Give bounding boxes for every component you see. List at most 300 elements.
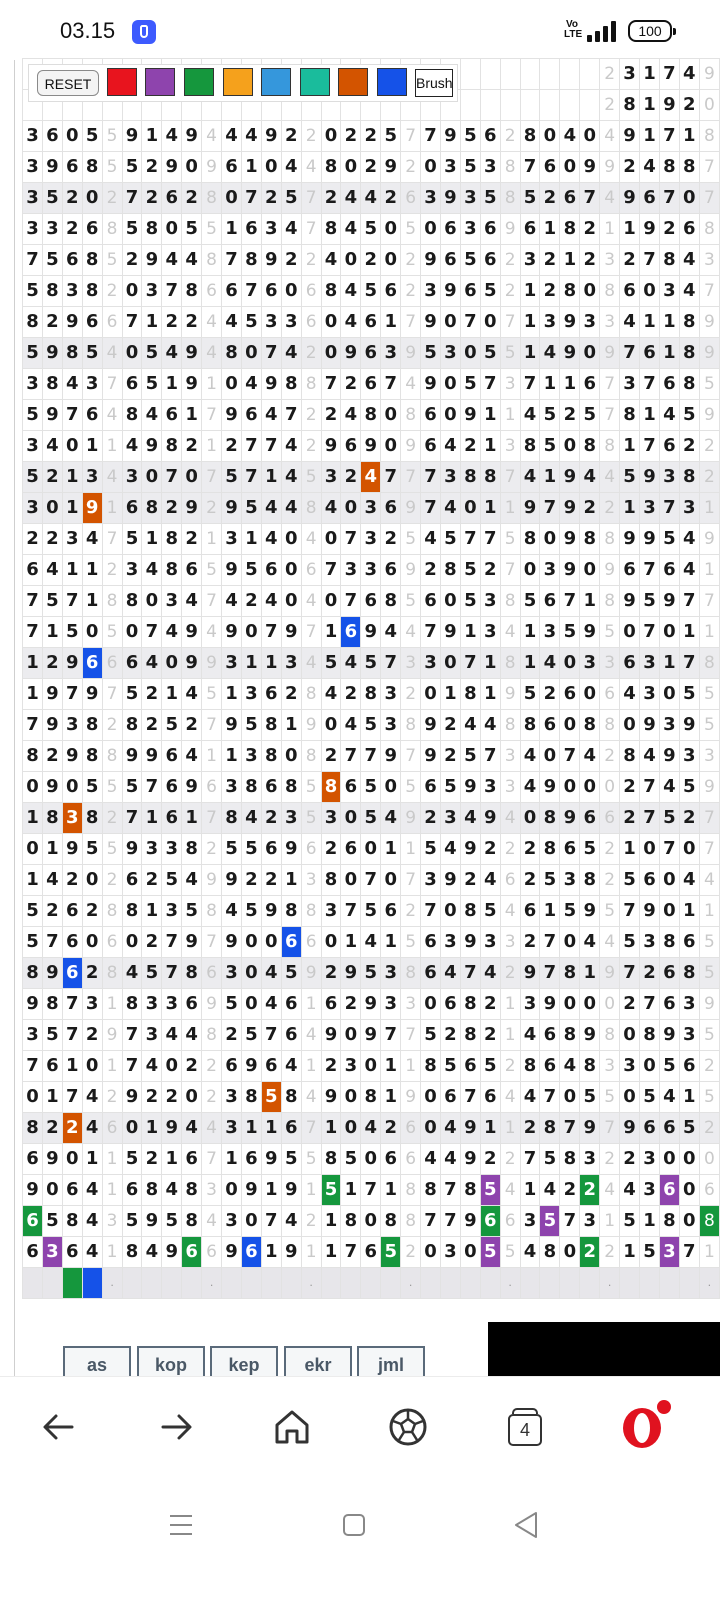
grid-cell[interactable]: 3 [500, 431, 520, 462]
grid-cell[interactable]: 2 [142, 183, 162, 214]
grid-cell[interactable] [241, 1268, 261, 1299]
grid-cell[interactable]: 4 [202, 1206, 222, 1237]
grid-cell[interactable]: 2 [182, 524, 202, 555]
grid-cell[interactable]: 1 [699, 617, 719, 648]
grid-cell[interactable]: 5 [580, 400, 600, 431]
grid-cell[interactable]: 3 [341, 555, 361, 586]
grid-cell[interactable]: 9 [341, 338, 361, 369]
grid-cell[interactable]: 0 [520, 803, 540, 834]
grid-cell[interactable]: 6 [341, 431, 361, 462]
grid-cell[interactable]: 4 [301, 586, 321, 617]
grid-cell[interactable]: 8 [401, 1175, 421, 1206]
grid-cell[interactable]: 4 [142, 1237, 162, 1268]
grid-cell[interactable]: 8 [42, 276, 62, 307]
grid-cell[interactable]: 9 [222, 710, 242, 741]
grid-cell[interactable]: 5 [679, 679, 699, 710]
grid-cell[interactable]: 5 [679, 772, 699, 803]
grid-cell[interactable]: 8 [540, 803, 560, 834]
grid-cell[interactable]: 5 [520, 679, 540, 710]
grid-cell[interactable]: 4 [520, 772, 540, 803]
grid-cell[interactable]: 1 [480, 1113, 500, 1144]
grid-cell[interactable]: 3 [162, 586, 182, 617]
grid-cell[interactable]: 4 [301, 1020, 321, 1051]
grid-cell[interactable]: 0 [122, 927, 142, 958]
grid-cell[interactable]: 0 [699, 90, 719, 121]
grid-cell[interactable]: 5 [401, 927, 421, 958]
grid-cell[interactable]: 9 [42, 400, 62, 431]
grid-cell[interactable]: 4 [222, 307, 242, 338]
grid-cell[interactable]: 2 [62, 183, 82, 214]
grid-cell[interactable]: 4 [620, 1175, 640, 1206]
grid-cell[interactable]: 0 [440, 648, 460, 679]
grid-cell[interactable]: 6 [381, 493, 401, 524]
grid-cell[interactable]: 6 [62, 958, 82, 989]
grid-cell[interactable]: 4 [679, 245, 699, 276]
grid-cell[interactable]: 0 [222, 1175, 242, 1206]
grid-cell[interactable]: 1 [520, 617, 540, 648]
grid-cell[interactable]: 3 [480, 927, 500, 958]
grid-cell[interactable]: 4 [600, 121, 620, 152]
grid-cell[interactable]: 7 [241, 462, 261, 493]
grid-cell[interactable]: 6 [102, 307, 122, 338]
grid-cell[interactable]: 7 [162, 462, 182, 493]
grid-cell[interactable]: 6 [421, 400, 441, 431]
grid-cell[interactable]: 1 [62, 493, 82, 524]
grid-cell[interactable]: 0 [341, 865, 361, 896]
grid-cell[interactable]: 7 [620, 338, 640, 369]
grid-cell[interactable]: 6 [182, 555, 202, 586]
grid-cell[interactable]: 0 [261, 927, 281, 958]
grid-cell[interactable]: 7 [222, 245, 242, 276]
grid-cell[interactable]: 8 [122, 710, 142, 741]
grid-cell[interactable]: 0 [560, 1082, 580, 1113]
grid-cell[interactable] [321, 1268, 341, 1299]
grid-cell[interactable]: 1 [341, 1175, 361, 1206]
grid-cell[interactable]: 8 [241, 245, 261, 276]
grid-cell[interactable]: 5 [162, 1206, 182, 1237]
grid-cell[interactable]: 9 [480, 803, 500, 834]
grid-cell[interactable]: 7 [421, 896, 441, 927]
grid-cell[interactable]: 6 [401, 1144, 421, 1175]
grid-cell[interactable]: 8 [500, 183, 520, 214]
grid-cell[interactable]: . [301, 1268, 321, 1299]
grid-cell[interactable]: 7 [202, 462, 222, 493]
grid-cell[interactable]: 0 [440, 369, 460, 400]
grid-cell[interactable] [62, 1268, 82, 1299]
grid-cell[interactable]: 8 [222, 338, 242, 369]
grid-cell[interactable]: 7 [202, 927, 222, 958]
grid-cell[interactable]: 2 [480, 555, 500, 586]
grid-cell[interactable]: 4 [202, 1113, 222, 1144]
grid-cell[interactable]: 1 [500, 1113, 520, 1144]
grid-cell[interactable]: 9 [401, 555, 421, 586]
grid-cell[interactable]: 7 [341, 524, 361, 555]
grid-cell[interactable]: 3 [142, 834, 162, 865]
grid-cell[interactable]: 6 [62, 152, 82, 183]
grid-cell[interactable]: 0 [580, 989, 600, 1020]
grid-cell[interactable]: 7 [202, 586, 222, 617]
grid-cell[interactable]: 7 [381, 648, 401, 679]
grid-cell[interactable]: 4 [381, 617, 401, 648]
grid-cell[interactable]: 6 [162, 741, 182, 772]
grid-cell[interactable]: 6 [640, 183, 660, 214]
grid-cell[interactable]: 0 [699, 1144, 719, 1175]
grid-cell[interactable]: 8 [699, 1206, 719, 1237]
grid-cell[interactable]: 7 [421, 462, 441, 493]
grid-cell[interactable]: 9 [62, 834, 82, 865]
grid-cell[interactable]: 0 [421, 152, 441, 183]
grid-cell[interactable]: 7 [202, 400, 222, 431]
grid-cell[interactable]: 8 [580, 865, 600, 896]
grid-cell[interactable]: 9 [679, 710, 699, 741]
grid-cell[interactable]: 0 [520, 555, 540, 586]
grid-cell[interactable]: 1 [480, 648, 500, 679]
grid-cell[interactable]: 2 [301, 338, 321, 369]
grid-cell[interactable]: 5 [560, 896, 580, 927]
grid-cell[interactable]: 6 [540, 152, 560, 183]
grid-cell[interactable]: 3 [440, 803, 460, 834]
grid-cell[interactable]: 9 [142, 741, 162, 772]
grid-cell[interactable]: 2 [142, 927, 162, 958]
grid-cell[interactable]: 1 [381, 307, 401, 338]
grid-cell[interactable]: 5 [142, 369, 162, 400]
grid-cell[interactable]: 4 [162, 1175, 182, 1206]
grid-cell[interactable]: 6 [162, 803, 182, 834]
grid-cell[interactable]: 0 [122, 1113, 142, 1144]
grid-cell[interactable]: 2 [182, 307, 202, 338]
grid-cell[interactable]: 7 [122, 1051, 142, 1082]
grid-cell[interactable]: 4 [341, 710, 361, 741]
grid-cell[interactable]: 0 [640, 834, 660, 865]
grid-cell[interactable]: 2 [82, 958, 102, 989]
brush-button[interactable]: Brush [415, 69, 453, 97]
grid-cell[interactable]: 6 [540, 1051, 560, 1082]
grid-cell[interactable]: 6 [281, 927, 301, 958]
grid-cell[interactable]: 8 [659, 245, 679, 276]
grid-cell[interactable]: 6 [82, 400, 102, 431]
grid-cell[interactable]: 2 [659, 214, 679, 245]
grid-cell[interactable]: 3 [540, 617, 560, 648]
grid-cell[interactable]: 0 [341, 245, 361, 276]
grid-cell[interactable]: 4 [679, 555, 699, 586]
grid-cell[interactable]: 6 [182, 1237, 202, 1268]
grid-cell[interactable]: 8 [560, 276, 580, 307]
grid-cell[interactable]: 0 [440, 586, 460, 617]
grid-cell[interactable]: 3 [23, 152, 43, 183]
grid-cell[interactable]: 8 [142, 214, 162, 245]
grid-cell[interactable]: 9 [440, 121, 460, 152]
grid-cell[interactable]: 4 [540, 1175, 560, 1206]
grid-cell[interactable]: 1 [480, 400, 500, 431]
swatch-green[interactable] [184, 68, 214, 96]
grid-cell[interactable]: 5 [540, 431, 560, 462]
grid-cell[interactable]: 7 [62, 400, 82, 431]
grid-cell[interactable]: 9 [222, 555, 242, 586]
grid-cell[interactable]: 9 [62, 741, 82, 772]
grid-cell[interactable]: 4 [102, 400, 122, 431]
grid-cell[interactable]: 6 [62, 245, 82, 276]
grid-cell[interactable]: 6 [560, 679, 580, 710]
grid-cell[interactable]: 3 [679, 493, 699, 524]
grid-cell[interactable]: 4 [659, 400, 679, 431]
grid-cell[interactable]: 6 [679, 214, 699, 245]
grid-cell[interactable]: 2 [62, 214, 82, 245]
grid-cell[interactable]: 9 [261, 245, 281, 276]
grid-cell[interactable]: 3 [440, 927, 460, 958]
grid-cell[interactable]: 6 [659, 555, 679, 586]
grid-cell[interactable]: 3 [222, 524, 242, 555]
grid-cell[interactable]: 6 [261, 276, 281, 307]
grid-cell[interactable]: 1 [102, 1237, 122, 1268]
grid-cell[interactable]: 6 [62, 896, 82, 927]
grid-cell[interactable]: 2 [560, 400, 580, 431]
grid-cell[interactable]: 2 [321, 958, 341, 989]
grid-cell[interactable]: 3 [440, 338, 460, 369]
grid-cell[interactable]: 3 [361, 493, 381, 524]
grid-cell[interactable]: 3 [222, 772, 242, 803]
grid-cell[interactable]: 7 [62, 989, 82, 1020]
grid-cell[interactable]: 5 [361, 214, 381, 245]
grid-cell[interactable] [500, 90, 520, 121]
grid-cell[interactable]: 3 [361, 524, 381, 555]
grid-cell[interactable]: 1 [162, 369, 182, 400]
grid-cell[interactable]: 0 [460, 338, 480, 369]
grid-cell[interactable]: 3 [600, 245, 620, 276]
grid-cell[interactable]: 8 [182, 1206, 202, 1237]
grid-cell[interactable]: 2 [241, 586, 261, 617]
grid-cell[interactable]: 5 [241, 834, 261, 865]
home-square-icon[interactable] [341, 1512, 367, 1538]
grid-cell[interactable]: 5 [600, 617, 620, 648]
grid-cell[interactable]: 9 [301, 710, 321, 741]
grid-cell[interactable]: 1 [301, 989, 321, 1020]
grid-cell[interactable]: 9 [182, 648, 202, 679]
grid-cell[interactable]: 4 [341, 648, 361, 679]
grid-cell[interactable]: 5 [421, 338, 441, 369]
grid-cell[interactable]: 0 [241, 617, 261, 648]
grid-cell[interactable]: 1 [520, 338, 540, 369]
grid-cell[interactable]: 7 [261, 431, 281, 462]
grid-cell[interactable]: 9 [42, 152, 62, 183]
grid-cell[interactable]: 1 [102, 431, 122, 462]
grid-cell[interactable]: 3 [23, 493, 43, 524]
grid-cell[interactable]: 3 [620, 369, 640, 400]
grid-cell[interactable]: 1 [182, 400, 202, 431]
grid-cell[interactable]: 1 [679, 121, 699, 152]
grid-cell[interactable]: 7 [560, 741, 580, 772]
grid-cell[interactable]: 6 [620, 276, 640, 307]
grid-cell[interactable]: 3 [142, 1020, 162, 1051]
grid-cell[interactable]: 0 [62, 1144, 82, 1175]
grid-cell[interactable]: 0 [580, 555, 600, 586]
grid-cell[interactable]: 4 [341, 307, 361, 338]
grid-cell[interactable]: 3 [381, 679, 401, 710]
grid-cell[interactable]: 3 [659, 462, 679, 493]
grid-cell[interactable]: 9 [560, 462, 580, 493]
grid-cell[interactable]: 2 [540, 276, 560, 307]
grid-cell[interactable]: 2 [480, 1144, 500, 1175]
swatch-orange[interactable] [223, 68, 253, 96]
grid-cell[interactable]: 0 [361, 1051, 381, 1082]
grid-cell[interactable]: 0 [580, 772, 600, 803]
grid-cell[interactable]: 0 [241, 958, 261, 989]
grid-cell[interactable]: 3 [421, 648, 441, 679]
grid-cell[interactable]: 8 [580, 524, 600, 555]
grid-cell[interactable]: 3 [480, 152, 500, 183]
grid-cell[interactable]: 1 [202, 524, 222, 555]
grid-cell[interactable]: 3 [82, 989, 102, 1020]
grid-cell[interactable]: 8 [281, 772, 301, 803]
grid-cell[interactable]: 8 [361, 400, 381, 431]
grid-cell[interactable]: 6 [42, 1051, 62, 1082]
grid-cell[interactable]: 9 [640, 462, 660, 493]
grid-cell[interactable]: 6 [480, 214, 500, 245]
grid-cell[interactable]: 1 [222, 741, 242, 772]
grid-cell[interactable]: 1 [540, 369, 560, 400]
grid-cell[interactable]: 7 [699, 834, 719, 865]
grid-cell[interactable]: 5 [440, 772, 460, 803]
grid-cell[interactable]: 3 [640, 1175, 660, 1206]
grid-cell[interactable] [261, 1268, 281, 1299]
grid-cell[interactable]: 1 [480, 431, 500, 462]
grid-cell[interactable]: 4 [301, 152, 321, 183]
grid-cell[interactable]: 8 [102, 958, 122, 989]
grid-cell[interactable]: 3 [162, 989, 182, 1020]
grid-cell[interactable]: 7 [23, 710, 43, 741]
grid-cell[interactable]: 2 [540, 183, 560, 214]
grid-cell[interactable]: 3 [381, 710, 401, 741]
grid-cell[interactable]: 5 [241, 493, 261, 524]
grid-cell[interactable]: 9 [401, 493, 421, 524]
grid-cell[interactable]: 0 [679, 1144, 699, 1175]
grid-cell[interactable]: 8 [679, 307, 699, 338]
grid-cell[interactable]: 3 [381, 958, 401, 989]
grid-cell[interactable]: 1 [500, 400, 520, 431]
swatch-red[interactable] [107, 68, 137, 96]
grid-cell[interactable]: 0 [341, 803, 361, 834]
grid-cell[interactable]: 0 [82, 927, 102, 958]
grid-cell[interactable]: 7 [480, 524, 500, 555]
grid-cell[interactable]: 7 [301, 214, 321, 245]
grid-cell[interactable]: 9 [381, 152, 401, 183]
grid-cell[interactable]: 8 [301, 741, 321, 772]
grid-cell[interactable]: 3 [620, 59, 640, 90]
grid-cell[interactable]: 9 [222, 493, 242, 524]
grid-cell[interactable]: 4 [301, 1082, 321, 1113]
grid-cell[interactable]: 0 [142, 586, 162, 617]
grid-cell[interactable]: 2 [500, 834, 520, 865]
grid-cell[interactable]: 2 [202, 1051, 222, 1082]
grid-cell[interactable]: 0 [162, 214, 182, 245]
grid-cell[interactable]: 9 [640, 214, 660, 245]
grid-cell[interactable]: 8 [122, 400, 142, 431]
grid-cell[interactable]: 4 [341, 400, 361, 431]
grid-cell[interactable]: 1 [102, 1144, 122, 1175]
grid-cell[interactable]: 8 [301, 896, 321, 927]
grid-cell[interactable]: 2 [699, 431, 719, 462]
grid-cell[interactable]: 6 [281, 989, 301, 1020]
grid-cell[interactable]: 0 [321, 338, 341, 369]
grid-cell[interactable]: 1 [440, 679, 460, 710]
grid-cell[interactable]: 6 [82, 307, 102, 338]
grid-cell[interactable]: 5 [202, 555, 222, 586]
grid-cell[interactable]: 1 [241, 648, 261, 679]
grid-cell[interactable]: 4 [281, 338, 301, 369]
grid-cell[interactable]: 9 [440, 617, 460, 648]
grid-cell[interactable]: 4 [500, 803, 520, 834]
grid-cell[interactable]: 8 [620, 90, 640, 121]
grid-cell[interactable]: 4 [261, 958, 281, 989]
grid-cell[interactable]: 8 [540, 1113, 560, 1144]
grid-cell[interactable]: 2 [341, 989, 361, 1020]
grid-cell[interactable]: 6 [361, 369, 381, 400]
grid-cell[interactable]: 6 [659, 369, 679, 400]
grid-cell[interactable]: 3 [23, 183, 43, 214]
grid-cell[interactable]: 4 [102, 338, 122, 369]
grid-cell[interactable]: 1 [659, 338, 679, 369]
grid-cell[interactable]: 6 [62, 927, 82, 958]
grid-cell[interactable]: 9 [421, 307, 441, 338]
grid-cell[interactable]: 1 [241, 524, 261, 555]
grid-cell[interactable]: 5 [540, 1144, 560, 1175]
grid-cell[interactable]: 3 [281, 648, 301, 679]
grid-cell[interactable]: 3 [421, 865, 441, 896]
grid-cell[interactable]: 0 [361, 834, 381, 865]
grid-cell[interactable]: 8 [102, 896, 122, 927]
grid-cell[interactable]: 3 [222, 1113, 242, 1144]
grid-cell[interactable]: 2 [361, 121, 381, 152]
grid-cell[interactable]: 6 [162, 772, 182, 803]
grid-cell[interactable]: 9 [261, 369, 281, 400]
grid-cell[interactable]: 5 [42, 245, 62, 276]
grid-cell[interactable]: 2 [480, 834, 500, 865]
grid-cell[interactable]: 1 [82, 431, 102, 462]
grid-cell[interactable]: 3 [699, 245, 719, 276]
grid-cell[interactable] [560, 59, 580, 90]
grid-cell[interactable]: 8 [222, 803, 242, 834]
grid-cell[interactable]: 3 [42, 1237, 62, 1268]
grid-cell[interactable]: 4 [281, 214, 301, 245]
grid-cell[interactable]: 0 [421, 1082, 441, 1113]
grid-cell[interactable]: 6 [440, 989, 460, 1020]
grid-cell[interactable]: 2 [520, 1113, 540, 1144]
grid-cell[interactable]: 1 [520, 276, 540, 307]
grid-cell[interactable]: 3 [580, 1206, 600, 1237]
grid-cell[interactable]: 1 [162, 679, 182, 710]
grid-cell[interactable]: 2 [62, 1113, 82, 1144]
grid-cell[interactable]: 1 [321, 617, 341, 648]
grid-cell[interactable]: 4 [182, 245, 202, 276]
grid-cell[interactable]: 6 [679, 1051, 699, 1082]
grid-cell[interactable]: 1 [82, 555, 102, 586]
grid-cell[interactable]: 7 [540, 1082, 560, 1113]
grid-cell[interactable]: 3 [341, 1051, 361, 1082]
grid-cell[interactable]: 2 [600, 90, 620, 121]
grid-cell[interactable]: 3 [540, 307, 560, 338]
grid-cell[interactable]: 2 [600, 834, 620, 865]
grid-cell[interactable]: 2 [500, 1051, 520, 1082]
grid-cell[interactable]: 0 [620, 1020, 640, 1051]
grid-cell[interactable]: 0 [162, 648, 182, 679]
grid-cell[interactable]: 9 [440, 276, 460, 307]
grid-cell[interactable]: 9 [560, 493, 580, 524]
grid-cell[interactable]: 6 [361, 338, 381, 369]
grid-cell[interactable]: 4 [679, 276, 699, 307]
grid-cell[interactable]: 4 [82, 1082, 102, 1113]
grid-cell[interactable]: 2 [679, 803, 699, 834]
grid-cell[interactable]: 2 [679, 431, 699, 462]
grid-cell[interactable]: 8 [42, 989, 62, 1020]
